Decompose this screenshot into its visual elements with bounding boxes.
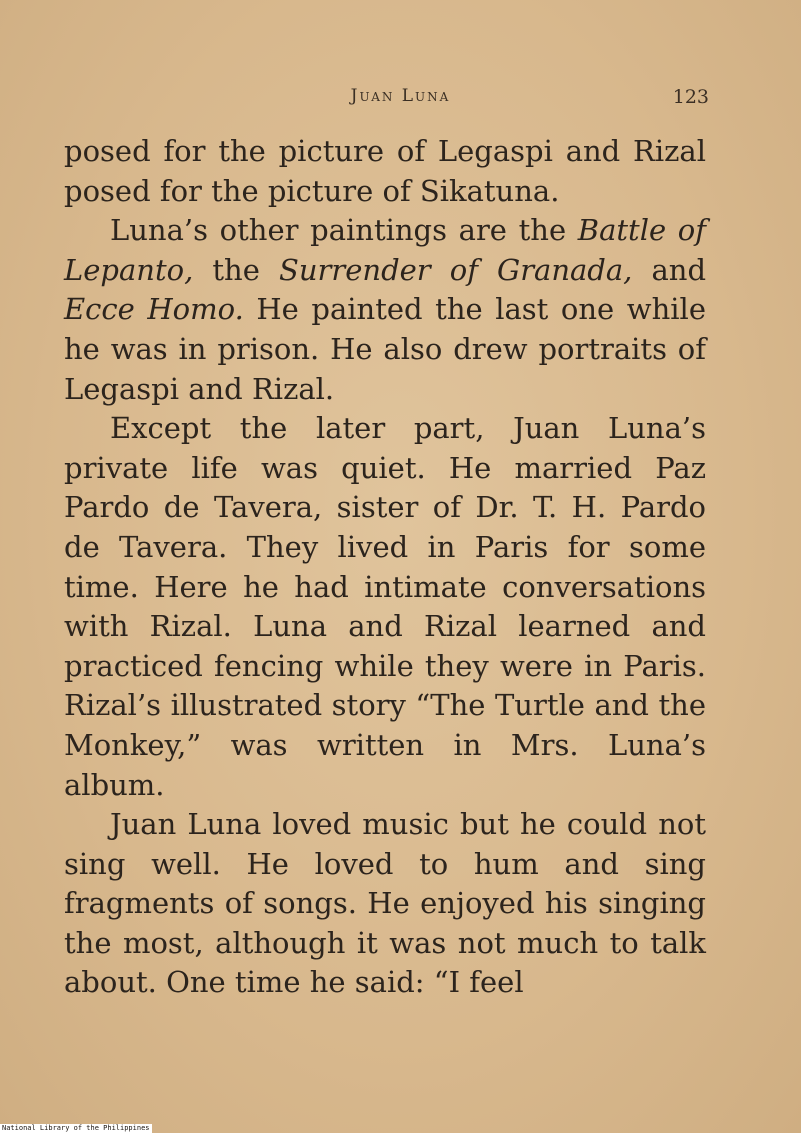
paragraph-4 [64,805,706,1003]
library-credit: National Library of the Philippines [2,1124,150,1132]
paragraph-3-text: Except the later part, Juan Luna’s private life was quiet. He married Paz Pardo de Tavera, sister of Dr. T. H. Pardo de Tavera. They lived in Paris for some time. Here he had intimate conversations with Rizal. Luna and Rizal learned and practiced fencing while they were in Paris. Rizal’s illustrated story “The Turtle and the Monkey,” was written in Mrs. Luna’s album. [64,411,706,802]
paragraph-2-text-b: the [193,252,279,287]
paragraph-2 [64,211,706,409]
page-number: 123 [672,86,709,108]
paragraph-1-text: posed for the picture of Legaspi and Rizal posed for the picture of Sikatuna. [64,134,706,208]
paragraph-2-text-d: He painted the last one while he was in prison. He also drew portraits of Legaspi and Rizal. [64,292,706,406]
paragraph-2-text-a: Luna’s other paintings are the [110,213,578,248]
title-ecce-homo: Ecce Homo. [64,292,244,327]
paragraph-3 [64,409,706,805]
paragraph-1 [64,132,706,211]
title-battle-of-lepanto: Battle of Lepanto, [64,213,706,287]
running-title: Juan Luna [350,86,451,106]
paragraph-2-text-c: and [632,252,707,287]
running-head [0,86,801,114]
body-text [64,132,706,1003]
title-surrender-of-granada: Surrender of Granada, [278,252,633,287]
paragraph-4-text: Juan Luna loved music but he could not sing well. He loved to hum and sing fragments of songs. He enjoyed his singing the most, although it was not much to talk about. One time he said: “I feel [64,807,706,1000]
